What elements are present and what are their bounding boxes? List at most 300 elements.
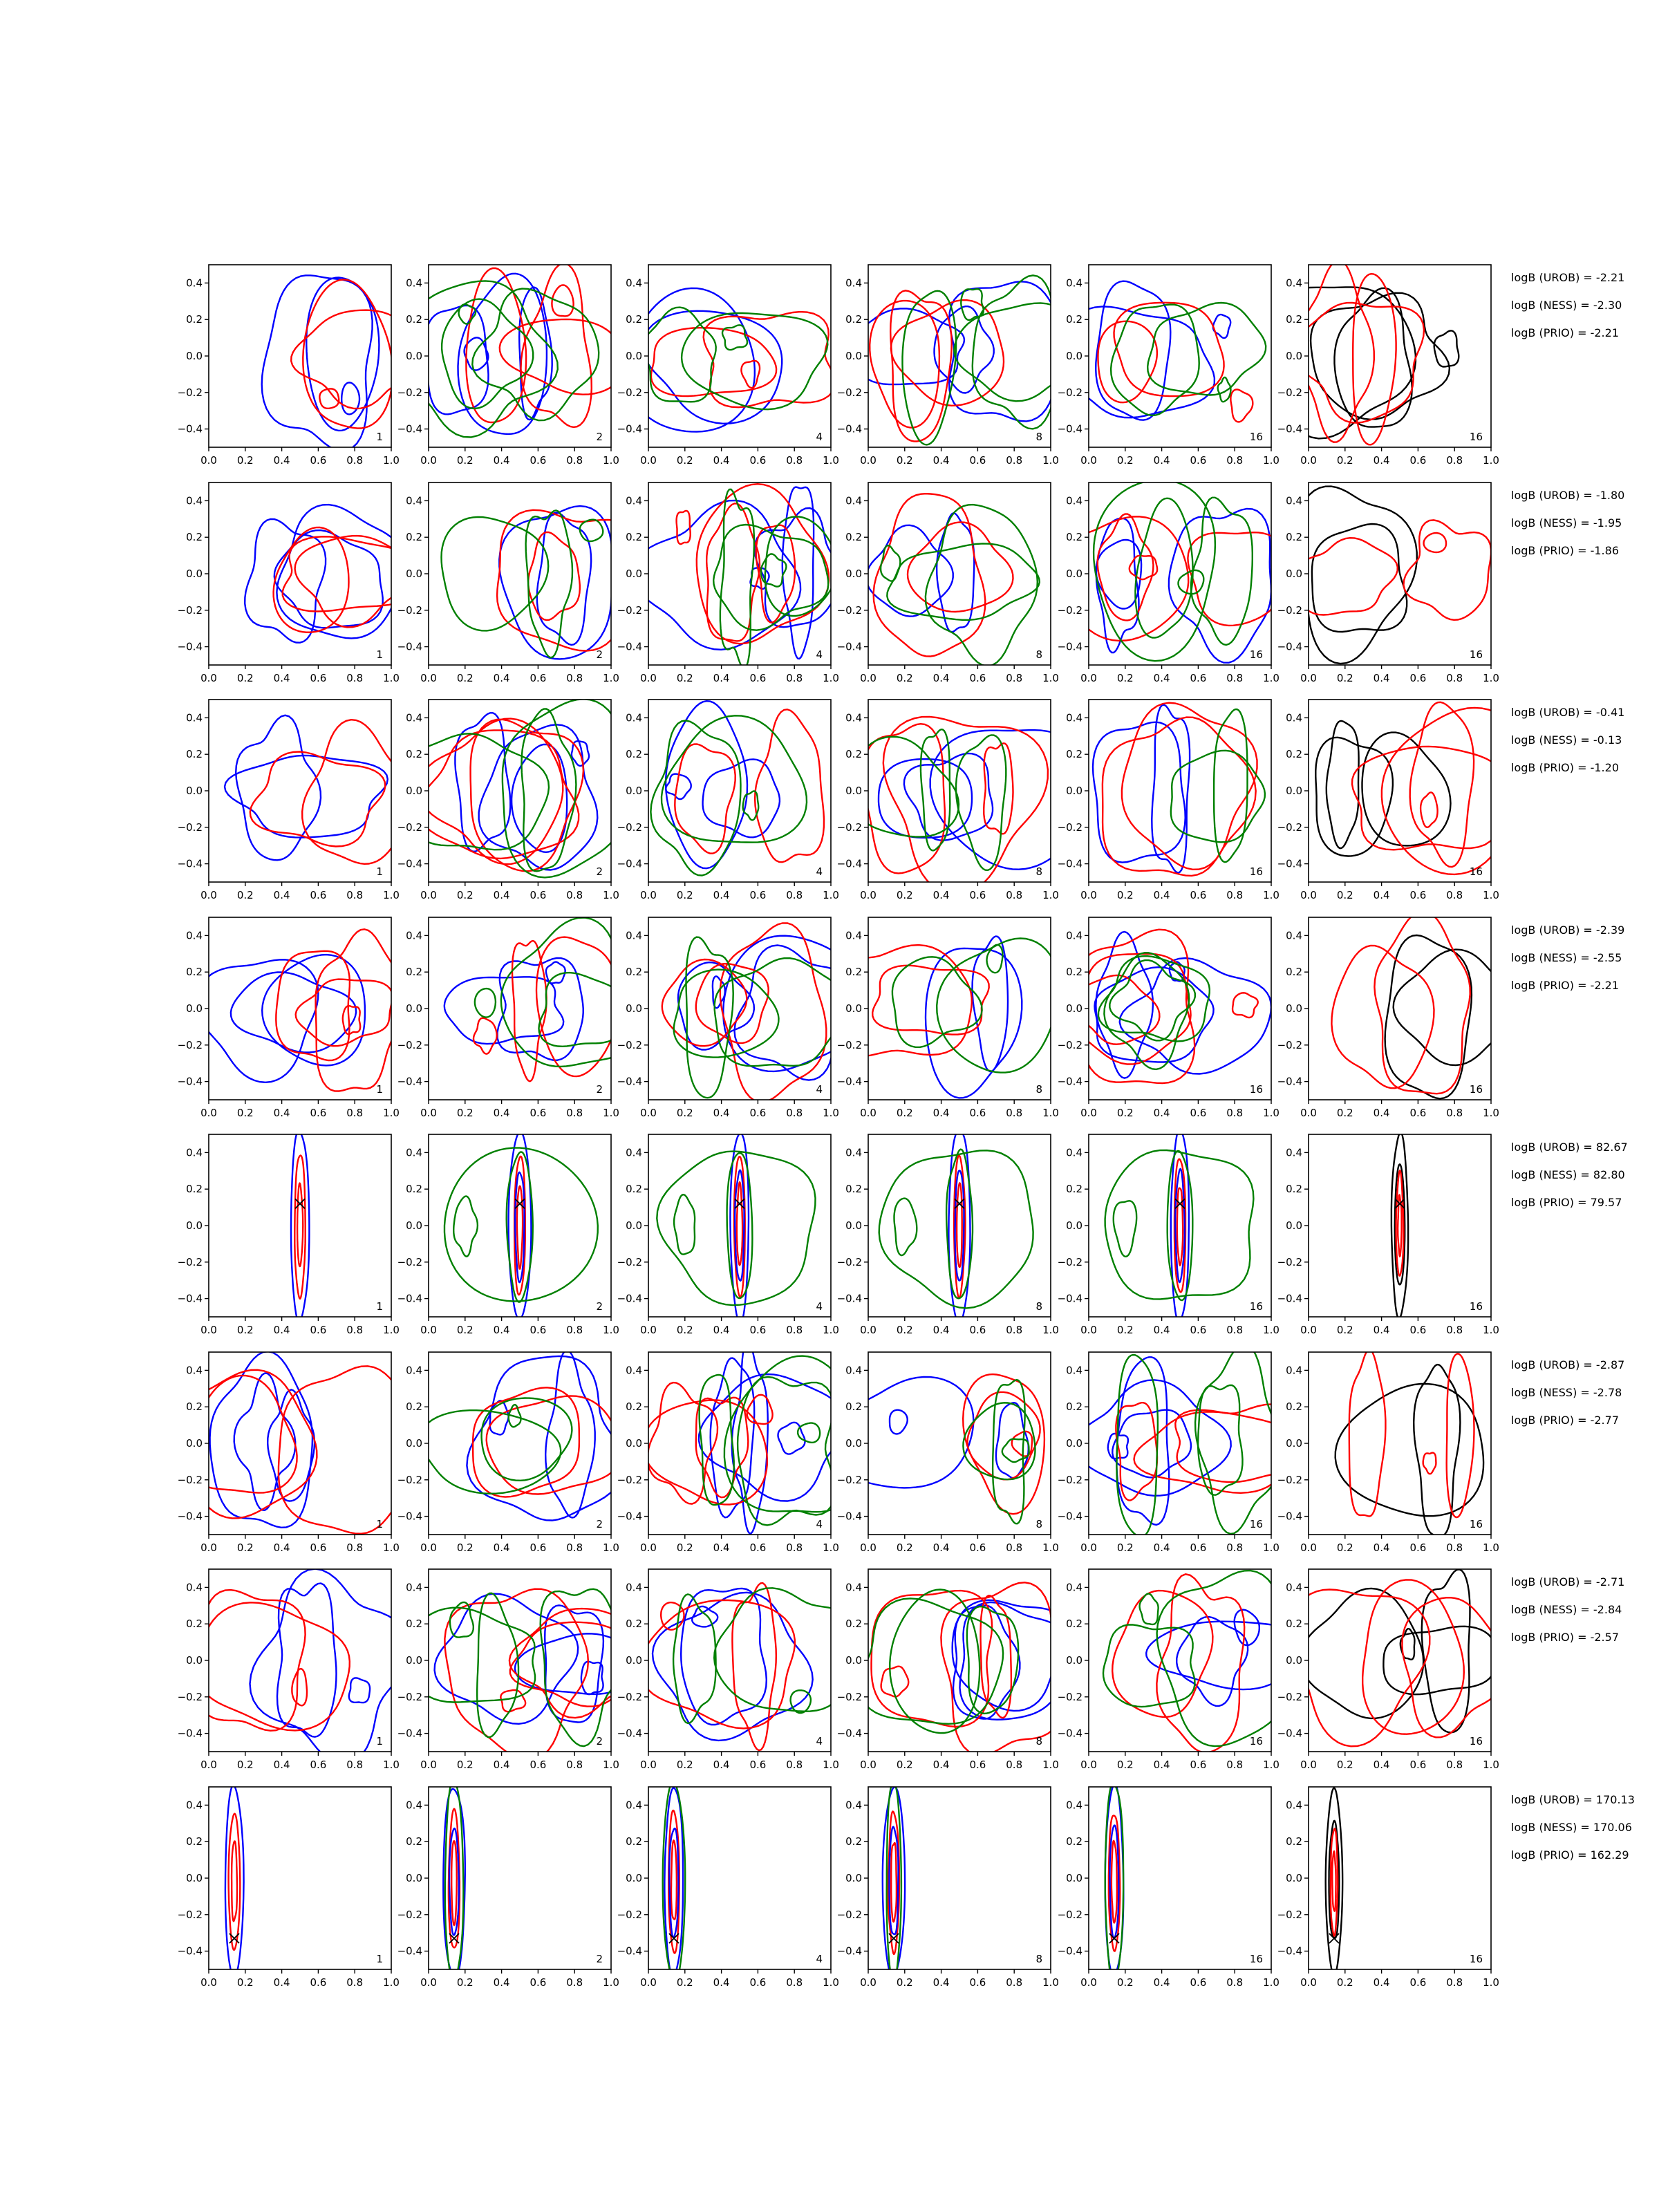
- y-tick-label: 0.2: [845, 1400, 862, 1414]
- y-tick-label: 0.2: [1286, 1183, 1302, 1196]
- contour-line: [1120, 958, 1271, 1074]
- y-tick-label: −0.2: [617, 386, 642, 399]
- x-tick-label: 0.2: [676, 1759, 693, 1771]
- x-tick-label: 0.8: [1226, 1541, 1244, 1554]
- subplot-count-label: 2: [596, 1735, 603, 1747]
- y-tick-label: 0.0: [1066, 1654, 1082, 1667]
- x-tick-label: 0.8: [566, 1759, 583, 1771]
- subplot-count-label: 1: [376, 1953, 383, 1965]
- y-tick-label: 0.4: [845, 1146, 862, 1159]
- y-tick-label: 0.2: [1286, 1618, 1302, 1631]
- x-tick-label: 0.4: [1373, 454, 1390, 467]
- contour-line: [968, 1392, 1040, 1479]
- y-tick-label: −0.4: [397, 422, 422, 435]
- x-tick-label: 0.2: [236, 1976, 254, 1989]
- y-tick-label: 0.2: [1066, 748, 1082, 761]
- contour-line: [292, 1669, 307, 1705]
- x-tick-label: 0.2: [896, 1324, 913, 1336]
- x-tick-label: 1.0: [383, 672, 400, 684]
- x-tick-label: 0.0: [420, 1107, 437, 1119]
- y-tick-label: −0.2: [1277, 1255, 1302, 1268]
- x-tick-label: 0.8: [786, 889, 803, 901]
- subplot-r8-c5: [1058, 1783, 1280, 1989]
- contour-line: [418, 730, 579, 859]
- x-tick-label: 0.8: [346, 454, 364, 467]
- subplot-r7-c4: [837, 1569, 1071, 1771]
- x-tick-label: 0.2: [1336, 1976, 1353, 1989]
- x-tick-label: 0.4: [1373, 672, 1390, 684]
- x-tick-label: 0.8: [1446, 1759, 1463, 1771]
- y-tick-label: −0.2: [836, 1255, 862, 1268]
- x-tick-label: 0.4: [273, 1107, 290, 1119]
- y-tick-label: 0.2: [845, 1835, 862, 1848]
- y-tick-label: −0.4: [617, 640, 642, 653]
- y-tick-label: 0.4: [186, 494, 203, 507]
- y-tick-label: −0.4: [1057, 1510, 1082, 1523]
- contour-lines: [643, 1340, 867, 1534]
- logb-annotation: logB (NESS) = -0.13: [1511, 733, 1622, 747]
- y-tick-label: 0.0: [186, 785, 203, 797]
- y-tick-label: −0.4: [177, 1510, 203, 1523]
- x-tick-label: 1.0: [1042, 1541, 1059, 1554]
- y-tick-label: −0.2: [617, 1038, 642, 1051]
- subplot-r2-c3: [617, 482, 841, 684]
- y-tick-label: 0.2: [406, 966, 422, 979]
- x-tick-label: 0.6: [310, 1107, 327, 1119]
- axes-frame: [209, 1134, 391, 1317]
- x-tick-label: 0.8: [346, 672, 364, 684]
- x-tick-label: 1.0: [603, 1107, 619, 1119]
- subplot-r7-c5: [1058, 1569, 1306, 1771]
- x-tick-label: 0.6: [1409, 1324, 1427, 1336]
- y-tick-label: 0.4: [626, 929, 642, 942]
- y-tick-label: 0.4: [186, 711, 203, 724]
- x-tick-label: 0.0: [860, 454, 877, 467]
- x-tick-label: 0.0: [200, 454, 217, 467]
- subplot-r4-c4: [816, 917, 1059, 1119]
- subplot-r5-c2: [397, 1132, 619, 1336]
- axes-frame: [429, 1352, 611, 1535]
- x-tick-label: 1.0: [823, 672, 839, 684]
- y-tick-label: 0.2: [406, 1835, 422, 1848]
- subplot-count-label: 1: [376, 1083, 383, 1096]
- subplot-r1-c6: [1268, 261, 1499, 467]
- x-tick-label: 0.6: [969, 1759, 986, 1771]
- contour-lines: [1326, 1788, 1343, 1976]
- y-tick-label: 0.2: [1286, 748, 1302, 761]
- x-tick-label: 1.0: [603, 889, 619, 901]
- x-tick-label: 1.0: [1042, 1976, 1059, 1989]
- contour-line: [948, 1130, 970, 1324]
- y-tick-label: 0.2: [626, 1835, 642, 1848]
- contour-lines: [1335, 1349, 1483, 1536]
- x-tick-label: 1.0: [1263, 1541, 1280, 1554]
- x-tick-label: 0.4: [273, 672, 290, 684]
- y-tick-label: 0.2: [626, 313, 642, 326]
- contour-line: [341, 382, 359, 414]
- subplot-count-label: 4: [816, 1300, 823, 1313]
- subplot-r1-c1: [178, 265, 430, 467]
- contour-line: [626, 288, 755, 432]
- y-tick-label: −0.4: [836, 857, 862, 870]
- y-tick-label: 0.2: [845, 966, 862, 979]
- y-tick-label: −0.2: [397, 386, 422, 399]
- x-tick-label: 0.8: [566, 672, 583, 684]
- subplot-count-label: 1: [376, 1735, 383, 1747]
- contour-line: [196, 1590, 305, 1731]
- y-tick-label: 0.2: [406, 1400, 422, 1414]
- x-tick-label: 0.6: [969, 1324, 986, 1336]
- contour-lines: [816, 937, 1059, 1098]
- y-tick-label: 0.0: [626, 1002, 642, 1015]
- logb-annotation: logB (PRIO) = 162.29: [1511, 1848, 1629, 1862]
- x-tick-label: 0.2: [236, 889, 254, 901]
- subplot-r6-c1: [173, 1351, 427, 1554]
- x-tick-label: 0.2: [236, 672, 254, 684]
- x-tick-label: 0.6: [310, 1976, 327, 1989]
- contour-line: [453, 1197, 478, 1257]
- y-tick-label: 0.0: [845, 1437, 862, 1450]
- contour-lines: [444, 918, 643, 1082]
- x-tick-label: 1.0: [823, 889, 839, 901]
- contour-lines: [850, 717, 1093, 895]
- contour-line: [1410, 702, 1474, 867]
- subplot-r6-c4: [825, 1352, 1059, 1554]
- x-tick-label: 0.6: [749, 1107, 767, 1119]
- contour-line: [1290, 1590, 1430, 1747]
- subplot-r1-c5: [1047, 265, 1280, 467]
- contour-lines: [866, 494, 1040, 666]
- axes-frame: [648, 917, 831, 1100]
- subplot-count-label: 16: [1249, 431, 1263, 443]
- contour-line: [735, 946, 852, 1080]
- y-tick-label: −0.2: [397, 603, 422, 617]
- contour-line: [675, 744, 735, 854]
- x-tick-label: 0.0: [1300, 889, 1317, 901]
- x-tick-label: 0.2: [676, 1324, 693, 1336]
- y-tick-label: 0.0: [1066, 785, 1082, 797]
- x-tick-label: 0.4: [932, 1976, 950, 1989]
- y-tick-label: −0.2: [397, 821, 422, 834]
- x-tick-label: 0.4: [932, 1541, 950, 1554]
- x-tick-label: 0.2: [1336, 672, 1353, 684]
- x-tick-label: 0.6: [969, 1976, 986, 1989]
- x-tick-label: 0.4: [273, 454, 290, 467]
- y-tick-label: 0.0: [1286, 785, 1302, 797]
- contour-line: [973, 275, 1064, 429]
- x-tick-label: 0.4: [493, 889, 510, 901]
- logb-annotation: logB (PRIO) = -2.21: [1511, 326, 1619, 339]
- x-tick-label: 0.6: [1190, 1107, 1207, 1119]
- x-tick-label: 0.0: [420, 672, 437, 684]
- contour-line: [499, 506, 612, 659]
- x-tick-label: 0.4: [493, 1541, 510, 1554]
- subplot-count-label: 16: [1469, 648, 1483, 661]
- contour-line: [1383, 1627, 1496, 1694]
- axes-frame: [648, 1569, 831, 1752]
- subplot-r6-c6: [1277, 1349, 1499, 1554]
- x-tick-label: 0.6: [310, 1541, 327, 1554]
- y-tick-label: −0.2: [836, 1690, 862, 1703]
- x-tick-label: 0.8: [346, 1541, 364, 1554]
- x-tick-label: 0.4: [493, 1759, 510, 1771]
- subplot-count-label: 16: [1249, 1300, 1263, 1313]
- x-tick-label: 0.4: [273, 1324, 290, 1336]
- y-tick-label: 0.4: [406, 929, 422, 942]
- y-tick-label: −0.4: [617, 1510, 642, 1523]
- x-tick-label: 0.0: [420, 889, 437, 901]
- contour-lines: [1290, 1569, 1506, 1746]
- subplot-count-label: 4: [816, 648, 823, 661]
- contour-line: [1394, 950, 1519, 1065]
- y-tick-label: 0.4: [1066, 494, 1082, 507]
- x-tick-label: 0.8: [1226, 1976, 1244, 1989]
- contour-line: [1352, 747, 1504, 850]
- x-tick-label: 0.0: [1080, 889, 1097, 901]
- axes-frame: [648, 1352, 831, 1535]
- logb-annotation: logB (PRIO) = 79.57: [1511, 1196, 1622, 1209]
- x-tick-label: 0.8: [566, 454, 583, 467]
- x-tick-label: 0.0: [640, 1759, 657, 1771]
- x-tick-label: 0.2: [896, 1541, 913, 1554]
- subplot-count-label: 8: [1035, 648, 1042, 661]
- x-tick-label: 0.8: [566, 1976, 583, 1989]
- x-tick-label: 0.0: [640, 1324, 657, 1336]
- logb-annotation: logB (NESS) = -2.78: [1511, 1386, 1622, 1399]
- x-tick-label: 0.8: [346, 889, 364, 901]
- y-tick-label: −0.4: [617, 422, 642, 435]
- y-tick-label: 0.2: [406, 748, 422, 761]
- x-tick-label: 0.6: [749, 1324, 767, 1336]
- x-tick-label: 0.4: [932, 1759, 950, 1771]
- x-tick-label: 0.6: [1190, 454, 1207, 467]
- y-tick-label: 0.4: [845, 711, 862, 724]
- y-tick-label: 0.0: [626, 568, 642, 580]
- x-tick-label: 0.2: [1116, 1759, 1134, 1771]
- y-tick-label: −0.4: [397, 857, 422, 870]
- y-tick-label: 0.4: [626, 276, 642, 290]
- logb-annotation: logB (UROB) = -2.21: [1511, 271, 1625, 284]
- contour-line: [908, 522, 1013, 612]
- subplot-count-label: 1: [376, 431, 383, 443]
- x-tick-label: 0.2: [1116, 1541, 1134, 1554]
- contour-line: [500, 319, 624, 395]
- y-tick-label: 0.0: [1286, 1872, 1302, 1884]
- x-tick-label: 0.2: [1116, 1324, 1134, 1336]
- x-tick-label: 0.4: [932, 454, 950, 467]
- y-tick-label: 0.4: [1286, 1581, 1302, 1594]
- y-tick-label: −0.2: [1277, 1473, 1302, 1486]
- contour-line: [497, 510, 643, 651]
- x-tick-label: 0.2: [236, 1759, 254, 1771]
- x-tick-label: 0.2: [896, 454, 913, 467]
- contour-line: [1112, 1841, 1117, 1922]
- subplot-r8-c4: [837, 1783, 1059, 1989]
- contour-line: [1135, 498, 1192, 638]
- contour-line: [1327, 721, 1359, 848]
- subplot-r5-c1: [178, 1131, 400, 1336]
- x-tick-label: 0.0: [1080, 1541, 1097, 1554]
- y-tick-label: −0.4: [617, 1292, 642, 1305]
- x-tick-label: 0.6: [1409, 672, 1427, 684]
- x-tick-label: 0.2: [1336, 1759, 1353, 1771]
- x-tick-label: 0.8: [1226, 454, 1244, 467]
- y-tick-label: 0.4: [1286, 276, 1302, 290]
- axes-frame: [209, 1352, 391, 1535]
- x-tick-label: 0.4: [273, 1759, 290, 1771]
- y-tick-label: −0.4: [1277, 422, 1302, 435]
- y-tick-label: 0.4: [1286, 1146, 1302, 1159]
- x-tick-label: 0.4: [713, 1541, 730, 1554]
- x-tick-label: 0.6: [749, 1541, 767, 1554]
- y-tick-label: 0.2: [1066, 966, 1082, 979]
- contour-lines: [1105, 1129, 1254, 1322]
- contour-line: [699, 1374, 845, 1501]
- y-tick-label: 0.0: [186, 1002, 203, 1015]
- x-tick-label: 0.4: [273, 889, 290, 901]
- x-tick-label: 0.6: [1190, 1759, 1207, 1771]
- y-tick-label: 0.2: [1066, 1835, 1082, 1848]
- contour-line: [737, 1182, 742, 1265]
- subplot-count-label: 2: [596, 431, 603, 443]
- contour-line: [993, 1380, 1025, 1524]
- y-tick-label: 0.0: [845, 350, 862, 362]
- x-tick-label: 0.2: [456, 1541, 474, 1554]
- contour-line: [295, 536, 410, 627]
- subplot-r3-c3: [617, 700, 839, 901]
- contour-line: [445, 1781, 464, 1982]
- subplot-r3-c6: [1277, 700, 1524, 901]
- x-tick-label: 1.0: [1483, 1107, 1499, 1119]
- contour-line: [956, 735, 1006, 870]
- contour-line: [210, 1351, 312, 1528]
- x-tick-label: 0.4: [1153, 454, 1170, 467]
- y-tick-label: 0.0: [1066, 350, 1082, 362]
- contour-lines: [196, 929, 403, 1091]
- y-tick-label: 0.4: [406, 1146, 422, 1159]
- x-tick-label: 0.0: [1300, 454, 1317, 467]
- y-tick-label: 0.2: [1066, 531, 1082, 544]
- x-tick-label: 0.6: [1409, 1976, 1427, 1989]
- contour-line: [671, 1841, 677, 1920]
- x-tick-label: 0.8: [346, 1976, 364, 1989]
- subplot-r5-c3: [617, 1134, 839, 1337]
- contour-lines: [859, 1582, 1071, 1755]
- x-tick-label: 1.0: [1042, 1107, 1059, 1119]
- subplot-count-label: 16: [1249, 865, 1263, 878]
- contour-lines: [633, 484, 841, 668]
- y-tick-label: −0.2: [177, 821, 203, 834]
- x-tick-label: 0.6: [1190, 1324, 1207, 1336]
- axes-frame: [209, 700, 391, 882]
- subplot-count-label: 8: [1035, 865, 1042, 878]
- y-tick-label: −0.4: [1057, 422, 1082, 435]
- y-tick-label: 0.0: [1286, 1437, 1302, 1450]
- y-tick-label: 0.2: [406, 313, 422, 326]
- x-tick-label: 0.2: [676, 454, 693, 467]
- contour-line: [957, 1183, 962, 1267]
- contour-line: [500, 1690, 525, 1712]
- contour-line: [196, 1602, 350, 1730]
- x-tick-label: 0.8: [1446, 1324, 1463, 1336]
- x-tick-label: 1.0: [1042, 889, 1059, 901]
- x-tick-label: 0.6: [749, 889, 767, 901]
- x-tick-label: 0.6: [749, 1976, 767, 1989]
- y-tick-label: 0.0: [1066, 1219, 1082, 1232]
- x-tick-label: 1.0: [603, 1541, 619, 1554]
- y-tick-label: 0.2: [1286, 1835, 1302, 1848]
- y-tick-label: 0.0: [626, 785, 642, 797]
- x-tick-label: 0.6: [969, 1107, 986, 1119]
- contour-lines: [883, 1783, 905, 1983]
- y-tick-label: −0.2: [617, 603, 642, 617]
- x-tick-label: 0.4: [1373, 1759, 1390, 1771]
- x-tick-label: 0.6: [1409, 889, 1427, 901]
- y-tick-label: −0.2: [1277, 386, 1302, 399]
- x-tick-label: 1.0: [1042, 672, 1059, 684]
- y-tick-label: −0.4: [617, 1944, 642, 1958]
- subplot-count-label: 2: [596, 1953, 603, 1965]
- subplot-r3-c2: [391, 699, 626, 901]
- y-tick-label: 0.4: [1286, 1364, 1302, 1377]
- axes-frame: [648, 1134, 831, 1317]
- subplot-count-label: 16: [1469, 1083, 1483, 1096]
- y-tick-label: −0.4: [1277, 1727, 1302, 1740]
- y-tick-label: 0.4: [406, 1581, 422, 1594]
- y-tick-label: −0.2: [617, 1690, 642, 1703]
- x-tick-label: 1.0: [823, 1324, 839, 1336]
- x-tick-label: 0.8: [566, 1107, 583, 1119]
- contour-line: [741, 361, 760, 388]
- y-tick-label: 0.2: [626, 1400, 642, 1414]
- subplot-count-label: 16: [1249, 1953, 1263, 1965]
- x-tick-label: 0.4: [1153, 672, 1170, 684]
- x-tick-label: 0.6: [529, 1324, 547, 1336]
- y-tick-label: 0.4: [406, 1799, 422, 1812]
- contour-line: [890, 1410, 908, 1434]
- x-tick-label: 0.4: [1373, 1541, 1390, 1554]
- subplot-count-label: 16: [1249, 1083, 1263, 1096]
- y-tick-label: −0.2: [177, 1038, 203, 1051]
- y-tick-label: −0.2: [397, 1038, 422, 1051]
- y-tick-label: 0.2: [1286, 966, 1302, 979]
- x-tick-label: 0.8: [1006, 1107, 1023, 1119]
- y-tick-label: 0.2: [845, 1618, 862, 1631]
- y-tick-label: 0.4: [1286, 929, 1302, 942]
- x-tick-label: 0.4: [273, 1976, 290, 1989]
- y-tick-label: 0.0: [406, 1654, 422, 1667]
- y-tick-label: −0.4: [397, 1727, 422, 1740]
- x-tick-label: 1.0: [603, 1759, 619, 1771]
- x-tick-label: 0.6: [529, 1976, 547, 1989]
- x-tick-label: 0.4: [1153, 889, 1170, 901]
- y-tick-label: 0.4: [186, 1799, 203, 1812]
- y-tick-label: 0.0: [1066, 568, 1082, 580]
- y-tick-label: 0.2: [626, 1183, 642, 1196]
- y-tick-label: −0.4: [1277, 857, 1302, 870]
- x-tick-label: 0.6: [529, 1107, 547, 1119]
- x-tick-label: 1.0: [383, 1759, 400, 1771]
- x-tick-label: 0.0: [1300, 1976, 1317, 1989]
- x-tick-label: 0.4: [1153, 1107, 1170, 1119]
- contour-line: [1434, 330, 1459, 366]
- y-tick-label: 0.0: [626, 1219, 642, 1232]
- logb-annotation: logB (PRIO) = -1.20: [1511, 761, 1619, 774]
- y-tick-label: −0.4: [836, 1727, 862, 1740]
- contour-line: [891, 1843, 897, 1922]
- axes-frame: [209, 482, 391, 665]
- y-tick-label: 0.0: [186, 1437, 203, 1450]
